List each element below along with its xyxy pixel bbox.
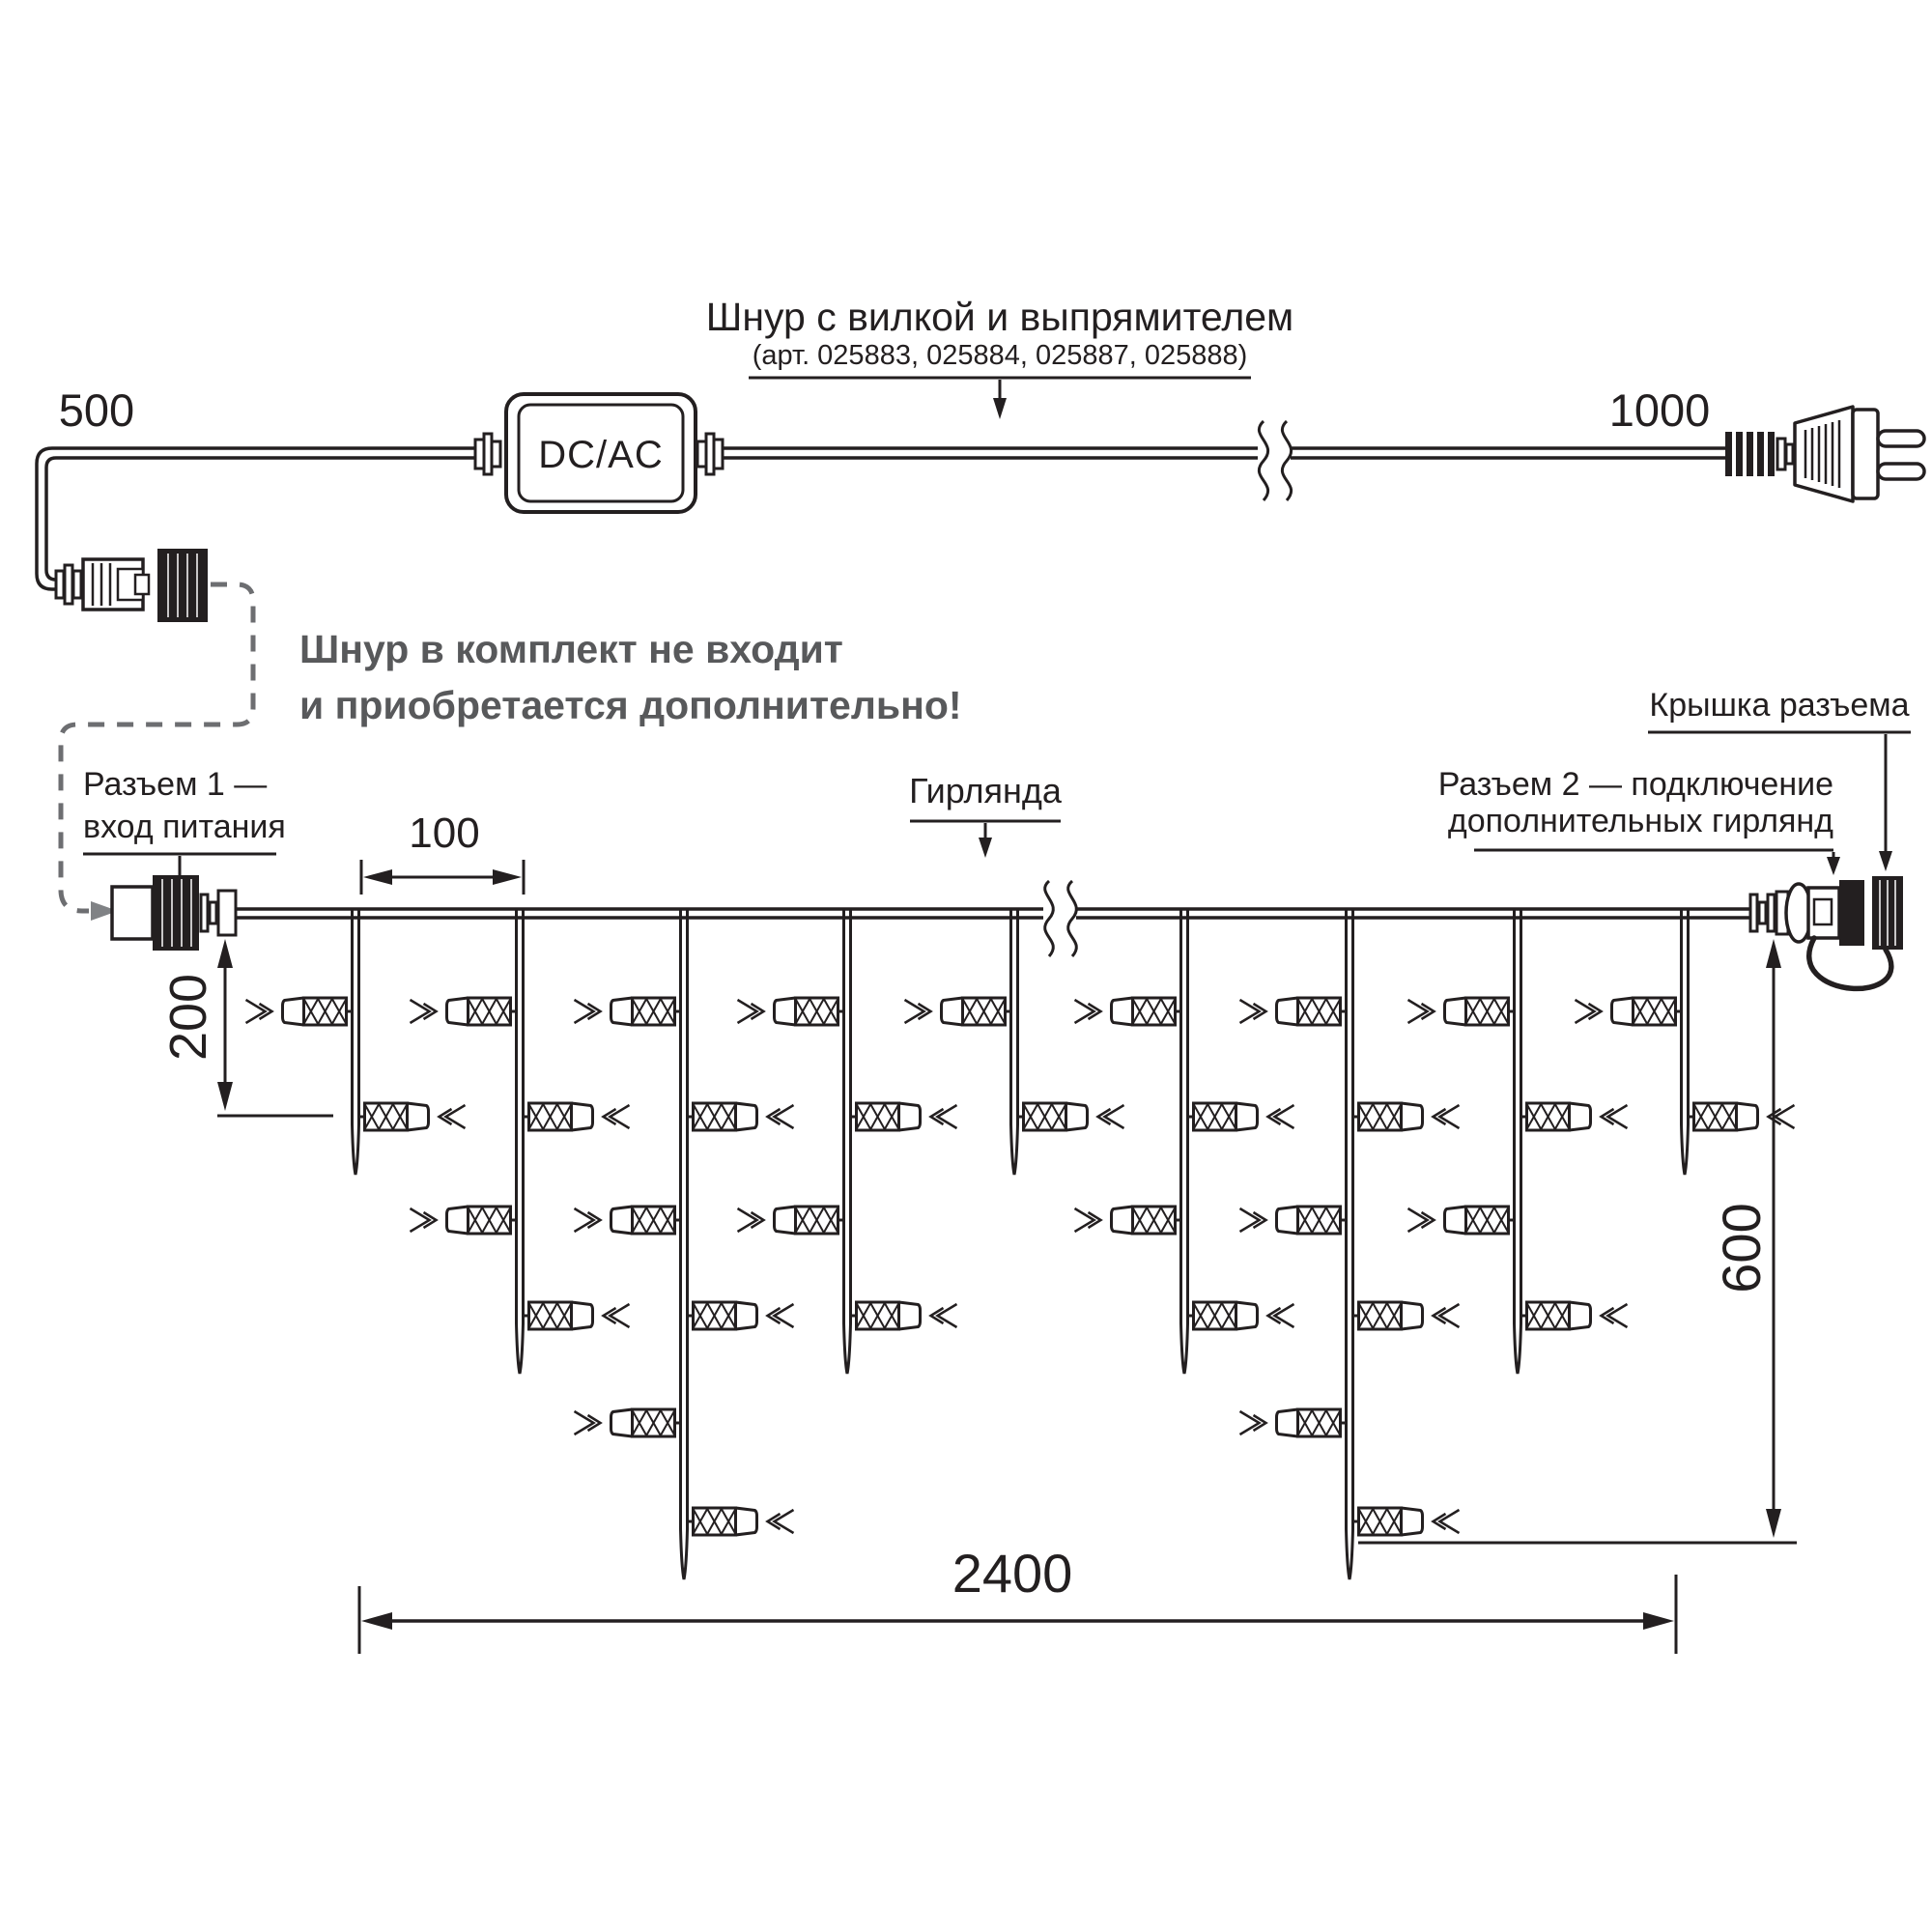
bulb-cap bbox=[447, 998, 469, 1025]
light-rays-icon bbox=[1576, 1000, 1595, 1023]
bulb-cap bbox=[1236, 1302, 1258, 1329]
drop-wire bbox=[1347, 908, 1353, 1579]
bulb-cap bbox=[1402, 1508, 1423, 1535]
led-bulb bbox=[359, 1103, 466, 1130]
light-rays-icon bbox=[575, 1411, 594, 1435]
led-bulb bbox=[524, 1302, 630, 1329]
led-bulb bbox=[1408, 1207, 1515, 1234]
bulb-cap bbox=[899, 1302, 921, 1329]
icicle-drop bbox=[905, 908, 1124, 1175]
svg-text:600: 600 bbox=[1711, 1203, 1772, 1293]
led-bulb bbox=[688, 1508, 794, 1535]
power-cord-section bbox=[37, 295, 1924, 621]
bulb-cap bbox=[1277, 998, 1298, 1025]
led-bulb bbox=[1689, 1103, 1795, 1130]
drop-wire bbox=[844, 908, 851, 1374]
light-rays-icon bbox=[905, 1000, 924, 1023]
cord-end-connector bbox=[56, 550, 207, 621]
drop-wire bbox=[517, 908, 524, 1374]
svg-text:Разъем 1 —: Разъем 1 — bbox=[83, 766, 268, 803]
svg-text:100: 100 bbox=[409, 810, 480, 857]
dcac-label: DC/AC bbox=[538, 434, 664, 476]
light-rays-icon bbox=[1075, 1208, 1094, 1232]
led-bulb bbox=[1353, 1302, 1460, 1329]
svg-text:вход питания: вход питания bbox=[83, 809, 286, 845]
garland-drops bbox=[246, 908, 1795, 1579]
dim-short-drop bbox=[159, 939, 333, 1116]
icicle-drop bbox=[1576, 908, 1795, 1175]
svg-text:200: 200 bbox=[159, 973, 217, 1062]
svg-text:Разъем 2 — подключение: Разъем 2 — подключение bbox=[1437, 766, 1833, 803]
bulb-cap bbox=[736, 1103, 757, 1130]
light-rays-icon bbox=[246, 1000, 266, 1023]
light-rays-icon bbox=[411, 1000, 430, 1023]
bulb-cap bbox=[1612, 998, 1634, 1025]
led-bulb bbox=[1075, 998, 1181, 1025]
icicle-drop bbox=[411, 908, 630, 1374]
light-rays-icon bbox=[1608, 1304, 1628, 1327]
bulb-cap bbox=[1402, 1302, 1423, 1329]
drop-wire bbox=[1011, 908, 1018, 1175]
note-line1: Шнур в комплект не входит bbox=[299, 627, 843, 671]
icicle-drop bbox=[1408, 908, 1628, 1374]
light-rays-icon bbox=[611, 1105, 630, 1128]
light-rays-icon bbox=[446, 1105, 466, 1128]
label-garland bbox=[909, 771, 1063, 858]
light-rays-icon bbox=[575, 1208, 594, 1232]
bulb-cap bbox=[1445, 998, 1466, 1025]
cord-break-icon bbox=[1259, 421, 1267, 500]
led-bulb bbox=[738, 998, 844, 1025]
drop-wire bbox=[1181, 908, 1188, 1374]
bulb-cap bbox=[1402, 1103, 1423, 1130]
bulb-cap bbox=[1277, 1207, 1298, 1234]
light-rays-icon bbox=[1440, 1304, 1460, 1327]
cord-title: Шнур с вилкой и выпрямителем bbox=[705, 295, 1294, 339]
bulb-cap bbox=[1066, 1103, 1088, 1130]
svg-text:2400: 2400 bbox=[952, 1543, 1073, 1604]
bulb-cap bbox=[775, 998, 796, 1025]
light-rays-icon bbox=[1240, 1208, 1260, 1232]
bulb-cap bbox=[572, 1103, 593, 1130]
dcac-converter-box bbox=[475, 394, 723, 512]
drop-wire bbox=[1682, 908, 1689, 1175]
drop-wire bbox=[353, 908, 359, 1175]
light-rays-icon bbox=[775, 1304, 794, 1327]
bulb-cap bbox=[942, 998, 963, 1025]
light-rays-icon bbox=[1408, 1000, 1428, 1023]
light-rays-icon bbox=[1240, 1000, 1260, 1023]
drop-wire bbox=[1515, 908, 1521, 1374]
bulb-cap bbox=[283, 998, 304, 1025]
dim-label-1000: 1000 bbox=[1608, 384, 1711, 436]
dim-label-500: 500 bbox=[58, 384, 135, 436]
bulb-cap bbox=[572, 1302, 593, 1329]
bulb-cap bbox=[1277, 1409, 1298, 1436]
led-bulb bbox=[1576, 998, 1682, 1025]
light-rays-icon bbox=[1075, 1000, 1094, 1023]
light-rays-icon bbox=[938, 1105, 957, 1128]
led-bulb bbox=[1018, 1103, 1124, 1130]
led-bulb bbox=[688, 1103, 794, 1130]
led-bulb bbox=[851, 1302, 957, 1329]
led-bulb bbox=[1240, 1207, 1347, 1234]
light-rays-icon bbox=[611, 1304, 630, 1327]
light-rays-icon bbox=[575, 1000, 594, 1023]
led-bulb bbox=[411, 998, 517, 1025]
led-bulb bbox=[738, 1207, 844, 1234]
leader-arrow-icon bbox=[1827, 857, 1840, 875]
light-rays-icon bbox=[738, 1000, 757, 1023]
icicle-drop bbox=[738, 908, 957, 1374]
connector-cap-icon bbox=[1872, 876, 1903, 950]
led-bulb bbox=[1240, 998, 1347, 1025]
led-bulb bbox=[1188, 1302, 1294, 1329]
led-bulb bbox=[1240, 1409, 1347, 1436]
drop-wire bbox=[681, 908, 688, 1579]
dim-long-drop bbox=[1358, 939, 1797, 1543]
bulb-cap bbox=[1112, 1207, 1133, 1234]
led-bulb bbox=[905, 998, 1011, 1025]
led-bulb bbox=[246, 998, 353, 1025]
icicle-drop bbox=[246, 908, 466, 1175]
cord-subtitle: (арт. 025883, 025884, 025887, 025888) bbox=[752, 340, 1248, 371]
bulb-cap bbox=[408, 1103, 429, 1130]
led-bulb bbox=[575, 1207, 681, 1234]
light-rays-icon bbox=[411, 1208, 430, 1232]
svg-text:Крышка разъема: Крышка разъема bbox=[1649, 687, 1910, 724]
bulb-cap bbox=[775, 1207, 796, 1234]
light-rays-icon bbox=[1440, 1105, 1460, 1128]
bulb-cap bbox=[1112, 998, 1133, 1025]
light-rays-icon bbox=[1275, 1304, 1294, 1327]
leader-arrow-icon bbox=[979, 838, 992, 858]
bulb-cap bbox=[1570, 1302, 1591, 1329]
led-bulb bbox=[688, 1302, 794, 1329]
led-bulb bbox=[1521, 1103, 1628, 1130]
bulb-cap bbox=[611, 1207, 633, 1234]
note-line2: и приобретается дополнительно! bbox=[299, 683, 962, 727]
bulb-cap bbox=[1445, 1207, 1466, 1234]
led-bulb bbox=[575, 998, 681, 1025]
light-rays-icon bbox=[1240, 1411, 1260, 1435]
led-bulb bbox=[1521, 1302, 1628, 1329]
led-bulb bbox=[524, 1103, 630, 1130]
garland-connector1 bbox=[112, 875, 236, 951]
light-rays-icon bbox=[1608, 1105, 1628, 1128]
light-rays-icon bbox=[775, 1105, 794, 1128]
icicle-drop bbox=[1240, 908, 1460, 1579]
led-bulb bbox=[1353, 1103, 1460, 1130]
bulb-cap bbox=[611, 998, 633, 1025]
led-bulb bbox=[1408, 998, 1515, 1025]
led-bulb bbox=[851, 1103, 957, 1130]
garland-break-icon bbox=[1045, 881, 1054, 956]
bulb-cap bbox=[611, 1409, 633, 1436]
dim-total-length bbox=[359, 1543, 1676, 1654]
cord-title-arrow-icon bbox=[993, 398, 1007, 419]
bulb-cap bbox=[736, 1508, 757, 1535]
bulb-cap bbox=[1236, 1103, 1258, 1130]
led-bulb bbox=[575, 1409, 681, 1436]
bulb-cap bbox=[447, 1207, 469, 1234]
garland-section bbox=[83, 687, 1911, 1654]
svg-text:Гирлянда: Гирлянда bbox=[909, 771, 1062, 810]
light-rays-icon bbox=[1440, 1510, 1460, 1533]
led-bulb bbox=[1188, 1103, 1294, 1130]
light-rays-icon bbox=[938, 1304, 957, 1327]
leader-arrow-icon bbox=[1879, 851, 1892, 871]
mains-plug-icon bbox=[1725, 407, 1924, 501]
led-bulb bbox=[1075, 1207, 1181, 1234]
not-included-note bbox=[61, 584, 962, 921]
icicle-drop bbox=[1075, 908, 1294, 1374]
light-rays-icon bbox=[1275, 1105, 1294, 1128]
bulb-cap bbox=[1570, 1103, 1591, 1130]
bulb-cap bbox=[899, 1103, 921, 1130]
light-rays-icon bbox=[1408, 1208, 1428, 1232]
dashed-connection-line bbox=[61, 584, 253, 911]
light-rays-icon bbox=[775, 1510, 794, 1533]
light-rays-icon bbox=[1105, 1105, 1124, 1128]
bulb-cap bbox=[736, 1302, 757, 1329]
label-connector2 bbox=[1438, 766, 1840, 875]
light-rays-icon bbox=[738, 1208, 757, 1232]
light-rays-icon bbox=[1776, 1105, 1795, 1128]
bulb-cap bbox=[1737, 1103, 1758, 1130]
dim-drop-spacing bbox=[361, 810, 524, 895]
svg-text:дополнительных гирлянд: дополнительных гирлянд bbox=[1447, 803, 1833, 839]
led-bulb bbox=[411, 1207, 517, 1234]
led-bulb bbox=[1353, 1508, 1460, 1535]
